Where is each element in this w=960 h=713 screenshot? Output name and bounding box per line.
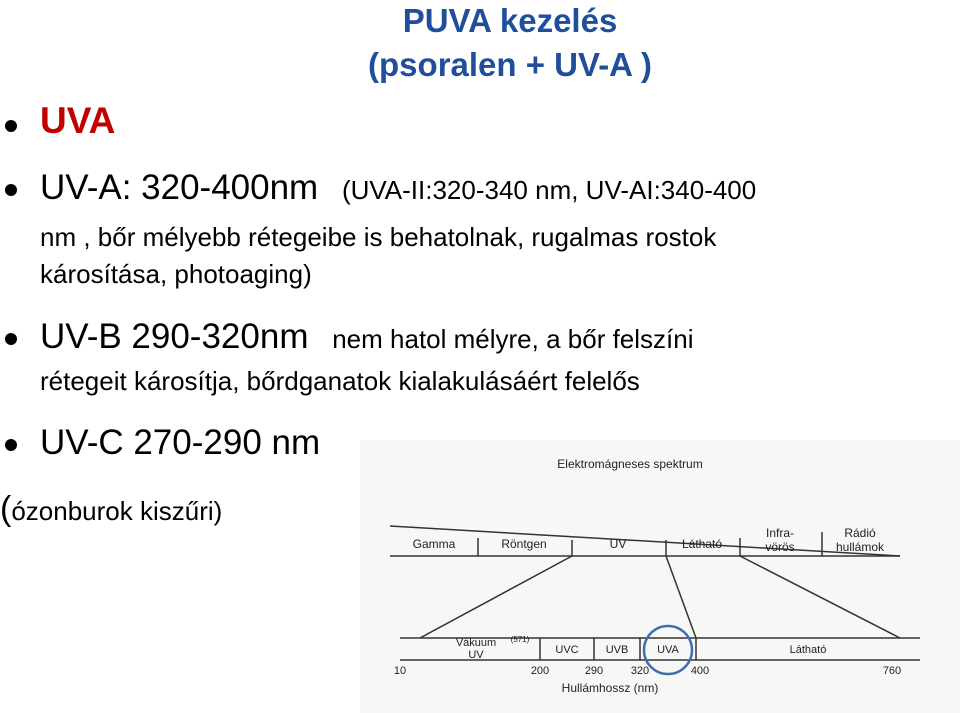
tick-label: 760: [882, 665, 902, 677]
tick-label: 200: [530, 665, 550, 677]
uva-bullet: [40, 168, 756, 208]
spectrum-figure: [360, 440, 960, 713]
sub-band-note: (571): [510, 635, 530, 644]
spectrum-diagram: [360, 440, 960, 713]
uva-heading: UVA: [40, 100, 116, 141]
band-label: Látható: [681, 537, 723, 551]
bullet-dot: [5, 184, 17, 196]
uva-detail: (UVA-II:320-340 nm, UV-AI:340-400: [341, 175, 757, 205]
uvb-main: UV-B 290-320nm: [40, 317, 309, 356]
band-label: Infra-: [765, 526, 795, 540]
uvc-note-text: ózonburok kiszűri): [11, 496, 223, 526]
uva-main: UV-A: 320-400nm: [40, 168, 319, 207]
tick-label: 320: [630, 665, 650, 677]
spectrum-title: Elektromágneses spektrum: [557, 457, 703, 471]
uvc-bullet: UV-C 270-290 nm: [40, 423, 321, 462]
uvb-bullet: [40, 317, 694, 357]
sub-band-label: UV: [468, 649, 484, 661]
uvc-note: [0, 490, 222, 529]
band-label: Gamma: [412, 537, 456, 551]
sub-band-label: Látható: [789, 644, 827, 656]
band-label: UV: [609, 537, 627, 551]
uvc-note-paren: (: [0, 490, 12, 528]
band-label: Rádió: [844, 526, 876, 540]
uvb-detail: nem hatol mélyre, a bőr felszíni: [332, 324, 694, 354]
bullet-dot: [5, 333, 17, 345]
page-subtitle: (psoralen + UV-A ): [368, 46, 652, 83]
tick-label: 10: [393, 665, 407, 677]
page-title: PUVA kezelés: [402, 2, 618, 39]
sub-band-label: UVB: [605, 644, 629, 656]
uvb-detail-line: rétegeit károsítja, bőrdganatok kialakulásáért felelős: [40, 366, 640, 396]
bullet-dot: [5, 439, 17, 451]
sub-band-label: UVC: [555, 644, 579, 656]
sub-band-label: Vákuum: [455, 637, 497, 649]
band-label: Röntgen: [501, 537, 547, 551]
band-label: hullámok: [835, 540, 885, 554]
axis-label: Hullámhossz (nm): [561, 681, 659, 695]
band-label: vörös: [765, 540, 795, 554]
uva-detail-line: károsítása, photoaging): [40, 259, 312, 289]
bullet-dot: [5, 120, 17, 132]
uva-detail-line: nm , bőr mélyebb rétegeibe is behatolnak, rugalmas rostok: [40, 222, 717, 252]
sub-band-label: UVA: [657, 644, 679, 656]
tick-label: 290: [584, 665, 604, 677]
tick-label: 400: [690, 665, 710, 677]
